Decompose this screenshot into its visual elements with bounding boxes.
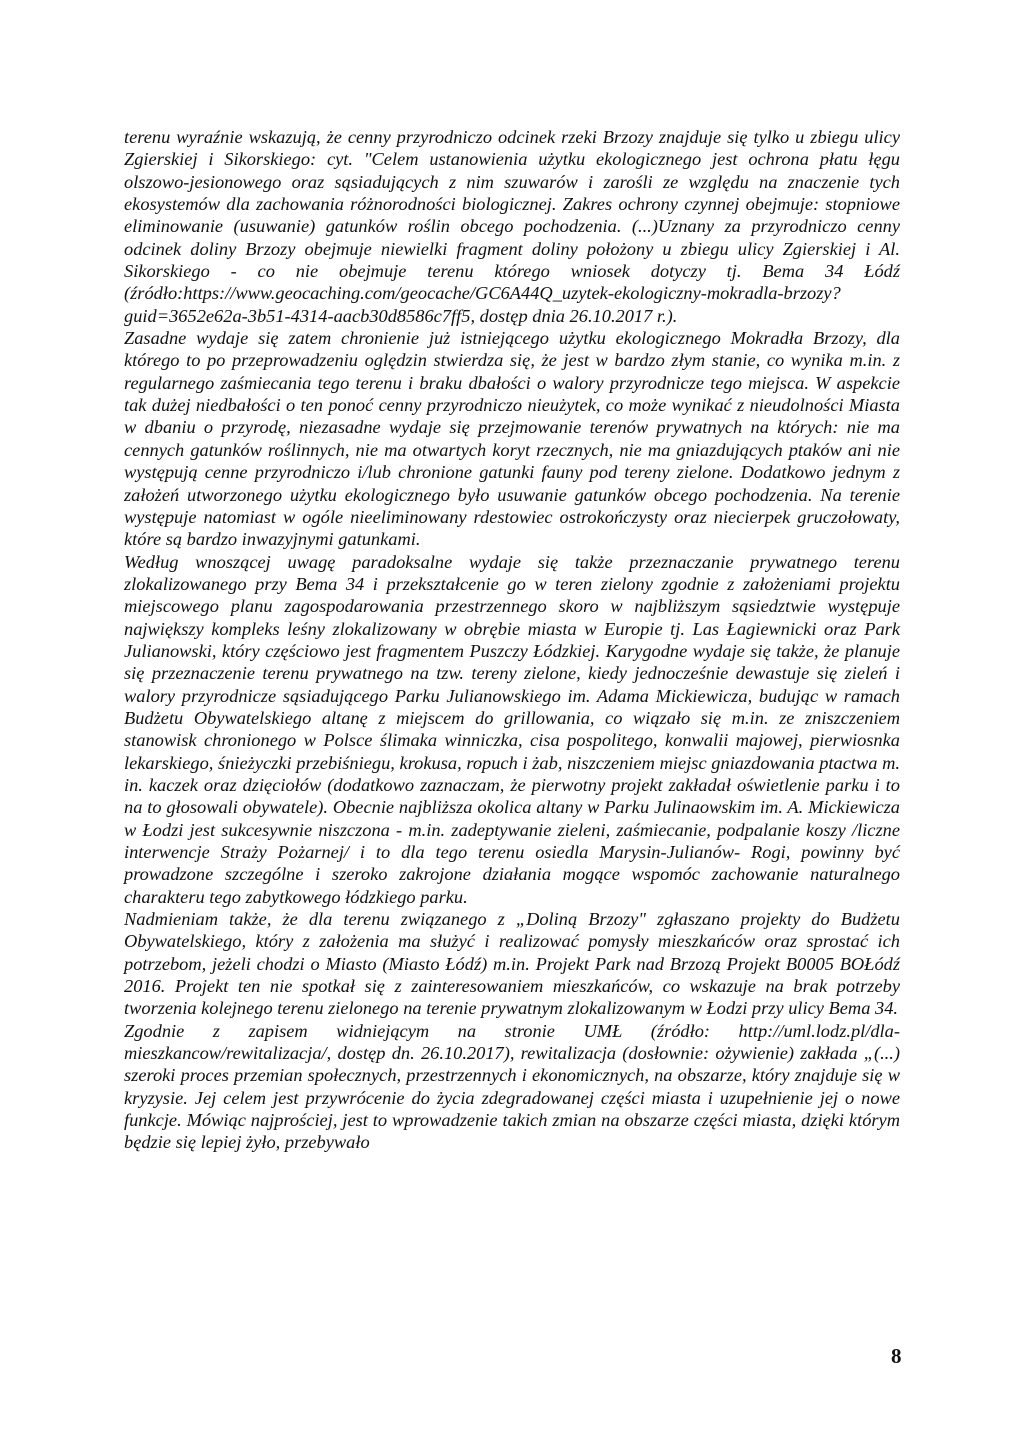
paragraph-2: Zasadne wydaje się zatem chronienie już istniejącego użytku ekologicznego Mokradła Brzozy, dla którego to po przeprowadzeniu oględzin stwierdza się, że jest w bardzo złym stanie, co wynika m.in. z regularnego zaśmiecania tego terenu i braku dbałości o walory przyrodnicze tego miejsca. W aspekcie tak dużej niedbałości o ten ponoć cenny przyrodniczo nieużytek, co może wynikać z nieudolności Miasta w dbaniu o przyrodę, niezasadne wydaje się przejmowanie terenów prywatnych na których: nie ma cennych gatunków roślinnych, nie ma otwartych koryt rzecznych, nie ma gniazdujących ptaków ani nie występują cenne przyrodniczo i/lub chronione gatunki fauny pod tereny zielone. Dodatkowo jednym z założeń utworzonego użytku ekologicznego było usuwanie gatunków obcego pochodzenia. Na terenie występuje natomiast w ogóle nieeliminowany rdestowiec ostrokończysty oraz niecierpek gruczołowaty, które są bardzo inwazyjnymi gatunkami.: [124, 328, 900, 550]
body-text: [124, 126, 900, 1154]
paragraph-3: Według wnoszącej uwagę paradoksalne wydaje się także przeznaczanie prywatnego terenu zlokalizowanego przy Bema 34 i przekształcenie go w teren zielony zgodnie z założeniami projektu miejscowego planu zagospodarowania przestrzennego skoro w najbliższym sąsiedztwie występuje największy kompleks leśny zlokalizowany w obrębie miasta w Europie tj. Las Łagiewnicki oraz Park Julianowski, który częściowo jest fragmentem Puszczy Łódzkiej. Karygodne wydaje się także, że planuje się przeznaczenie terenu prywatnego na tzw. tereny zielone, kiedy jednocześnie dewastuje się zieleń i walory przyrodnicze sąsiadującego Parku Julianowskiego im. Adama Mickiewicza, budując w ramach Budżetu Obywatelskiego altanę z miejscem do grillowania, co wiązało się m.in. ze zniszczeniem stanowisk chronionego w Polsce ślimaka winniczka, cisa pospolitego, konwalii majowej, pierwiosnka lekarskiego, śnieżyczki przebiśniegu, krokusa, ropuch i żab, niszczeniem miejsc gniazdowania ptactwa m. in. kaczek oraz dzięciołów (dodatkowo zaznaczam, że pierwotny projekt zakładał oświetlenie parku i to na to głosowali obywatele). Obecnie najbliższa okolica altany w Parku Julinaowskim im. A. Mickiewicza w Łodzi jest sukcesywnie niszczona - m.in. zadeptywanie zieleni, zaśmiecanie, podpalanie koszy /liczne interwencje Straży Pożarnej/ i to dla tego terenu osiedla Marysin-Julianów- Rogi, powinny być prowadzone szczególne i szeroko zakrojone działania mogące wspomóc zachowanie naturalnego charakteru tego zabytkowego łódzkiego parku.: [124, 551, 900, 907]
paragraph-1: terenu wyraźnie wskazują, że cenny przyrodniczo odcinek rzeki Brzozy znajduje się tylko u zbiegu ulicy Zgierskiej i Sikorskiego: cyt. "Celem ustanowienia użytku ekologicznego jest ochrona płatu łęgu olszowo-jesionowego oraz sąsiadujących z nim szuwarów i zarośli ze względu na znaczenie tych ekosystemów dla zachowania różnorodności biologicznej. Zakres ochrony czynnej obejmuje: stopniowe eliminowanie (usuwanie) gatunków roślin obcego pochodzenia. (...)Uznany za przyrodniczo cenny odcinek doliny Brzozy obejmuje niewielki fragment doliny położony u zbiegu ulicy Zgierskiej i Al. Sikorskiego - co nie obejmuje terenu którego wniosek dotyczy tj. Bema 34 Łódź (źródło:https://www.geocaching.com/geocache/GC6A44Q_uzytek-ekologiczny-mokradla-brzozy?guid=3652e62a-3b51-4314-aacb30d8586c7ff5, dostęp dnia 26.10.2017 r.).: [124, 127, 900, 326]
paragraph-4: Nadmieniam także, że dla terenu związanego z „Doliną Brzozy" zgłaszano projekty do Budżetu Obywatelskiego, który z założenia ma służyć i realizować pomysły mieszkańców oraz sprostać ich potrzebom, jeżeli chodzi o Miasto (Miasto Łódź) m.in. Projekt Park nad Brzozą Projekt B0005 BOŁódź 2016. Projekt ten nie spotkał się z zainteresowaniem mieszkańców, co wskazuje na brak potrzeby tworzenia kolejnego terenu zielonego na terenie prywatnym zlokalizowanym w Łodzi przy ulicy Bema 34.: [124, 909, 900, 1019]
page-number: 8: [891, 1344, 902, 1368]
paragraph-5: Zgodnie z zapisem widniejącym na stronie UMŁ (źródło: http://uml.lodz.pl/dla-mieszkancow/rewitalizacja/, dostęp dn. 26.10.2017), rewitalizacja (dosłownie: ożywienie) zakłada „(...) szeroki proces przemian społecznych, przestrzennych i ekonomicznych, na obszarze, który znajduje się w kryzysie. Jej celem jest przywrócenie do życia zdegradowanej części miasta i uzupełnienie jej o nowe funkcje. Mówiąc najprościej, jest to wprowadzenie takich zmian na obszarze części miasta, dzięki którym będzie się lepiej żyło, przebywało: [124, 1020, 900, 1153]
